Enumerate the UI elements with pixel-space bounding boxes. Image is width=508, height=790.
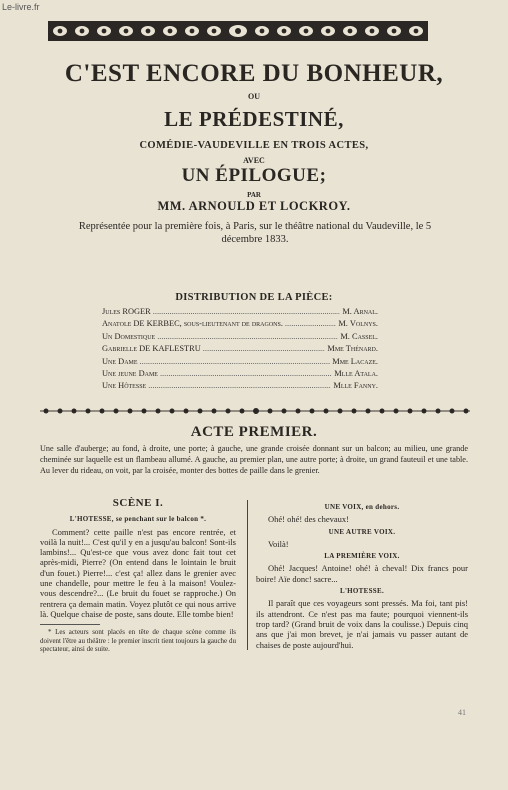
left-column — [40, 496, 236, 654]
cast-row — [102, 344, 378, 356]
cast-actor: Mlle Atala. — [334, 368, 378, 378]
cast-actor: M. Volnys. — [338, 319, 378, 329]
cast-role: Une jeune Dame — [102, 368, 158, 378]
cast-role: Anatole DE KERBEC, sous-lieutenant de dragons. — [102, 319, 283, 329]
dialogue-line: Ohé! Jacques! Antoine! ohé! à cheval! Dix francs pour boire! Aïe donc! sacre... — [256, 563, 468, 584]
column-divider — [247, 500, 248, 650]
speaker-hotesse: L'HOTESSE, se penchant sur le balcon *. — [69, 515, 207, 524]
cast-role: Gabrielle DE KAFLESTRU — [102, 344, 201, 354]
cast-row — [102, 381, 378, 393]
cast-actor: Mlle Fanny. — [333, 381, 378, 391]
speaker-hotesse: L'HOTESSE. — [339, 587, 385, 596]
cast-row — [102, 357, 378, 369]
cast-role: Une Hôtesse — [102, 381, 147, 391]
cast-role: Un Domestique — [102, 331, 156, 341]
distribution-title: DISTRIBUTION DE LA PIÈCE: — [175, 292, 333, 303]
representation-note: Représentée pour la première fois, à Paris, sur le théâtre national du Vaudeville, le 5 décembre 1833. — [78, 221, 432, 245]
dialogue-paragraph: Comment? cette paille n'est pas encore rentrée, et voilà la nuit!... C'est qu'il y en a jusqu'au balcon! Sont-ils lambins!... Qu'est-ce que vous avez donc fait tout cet après-midi, Pierre? (On entend dans le lointain le bruit d'un fouet.) Pierre!... c'est ça! allez dans le grenier avec une chandelle, pour mettre le feu à la maison! Voulez-vous descendre?... (Le bruit du fouet se rapproche.) On rentrera ça demain matin. Voyez plutôt ce qui nous arrive là. Quelque chaise de poste, sans doute. Elle tombe bien! — [40, 526, 236, 619]
cast-row — [102, 319, 378, 331]
dialogue-line: Voilà! — [268, 538, 289, 549]
dialogue-line: Il paraît que ces voyageurs sont pressés. Ma foi, tant pis! ils attendront. Ce n'est pas ma faute; pourquoi viennent-ils trop tard? (Grand bruit de voix dans la coulisse.) Depuis cinq ans que j'ai mon brevet, je n'ai jamais vu passer autant de chaises de poste aujourd'hui. — [256, 598, 468, 650]
footnote: * Les acteurs sont placés en tête de chaque scène comme ils doivent l'être au théâtre : le premier inscrit tient toujours la gauche du spectateur, ainsi de suite. — [40, 628, 236, 654]
watermark: Le-livre.fr — [2, 2, 40, 12]
footnote-rule — [40, 624, 100, 625]
play-title: C'EST ENCORE DU BONHEUR, — [64, 60, 444, 87]
play-subtitle: LE PRÉDESTINÉ, — [164, 107, 344, 131]
scene-title: SCÈNE I. — [112, 497, 164, 509]
right-column — [256, 500, 468, 650]
cast-row — [102, 369, 378, 381]
authors-line: MM. ARNOULD ET LOCKROY. — [157, 199, 351, 213]
cast-row — [102, 307, 378, 319]
cast-actor: Mme Lacaze. — [332, 356, 378, 366]
par-connector: PAR — [247, 191, 261, 199]
speaker-voice: UNE VOIX, en dehors. — [324, 503, 400, 511]
cast-actor: M. Cassel. — [340, 331, 378, 341]
epilogue-line: UN ÉPILOGUE; — [181, 165, 327, 186]
page-number: 41 — [458, 708, 466, 717]
act-title: ACTE PREMIER. — [190, 424, 318, 440]
cast-role: Une Dame — [102, 356, 138, 366]
header-ornament — [48, 19, 428, 43]
cast-list — [102, 307, 378, 394]
cast-role: Jules ROGER — [102, 307, 151, 316]
section-divider — [40, 406, 470, 416]
title-connector: OU — [248, 92, 260, 101]
cast-actor: M. Arnal. — [342, 307, 378, 316]
speaker-first-voice: LA PREMIÈRE VOIX. — [324, 552, 400, 561]
speaker-other-voice: UNE AUTRE VOIX. — [328, 527, 396, 536]
avec-connector: AVEC — [243, 156, 265, 165]
cast-actor: Mme Thénard. — [327, 344, 378, 354]
dialogue-line: Ohé! ohé! des chevaux! — [268, 514, 349, 525]
stage-direction: Une salle d'auberge; au fond, à droite, une porte; à gauche, une grande croisée donnant sur un balcon; au milieu, une grande cheminée sur laquelle est un flambeau allumé. A gauche, au premier plan, une autre porte; à droite, un grand fauteuil et une table. Au lever du rideau, on voit, par la croisée, monter des bottes de paille dans le grenier. — [40, 444, 468, 475]
cast-row — [102, 332, 378, 344]
genre-line: COMÉDIE-VAUDEVILLE EN TROIS ACTES, — [139, 140, 369, 151]
